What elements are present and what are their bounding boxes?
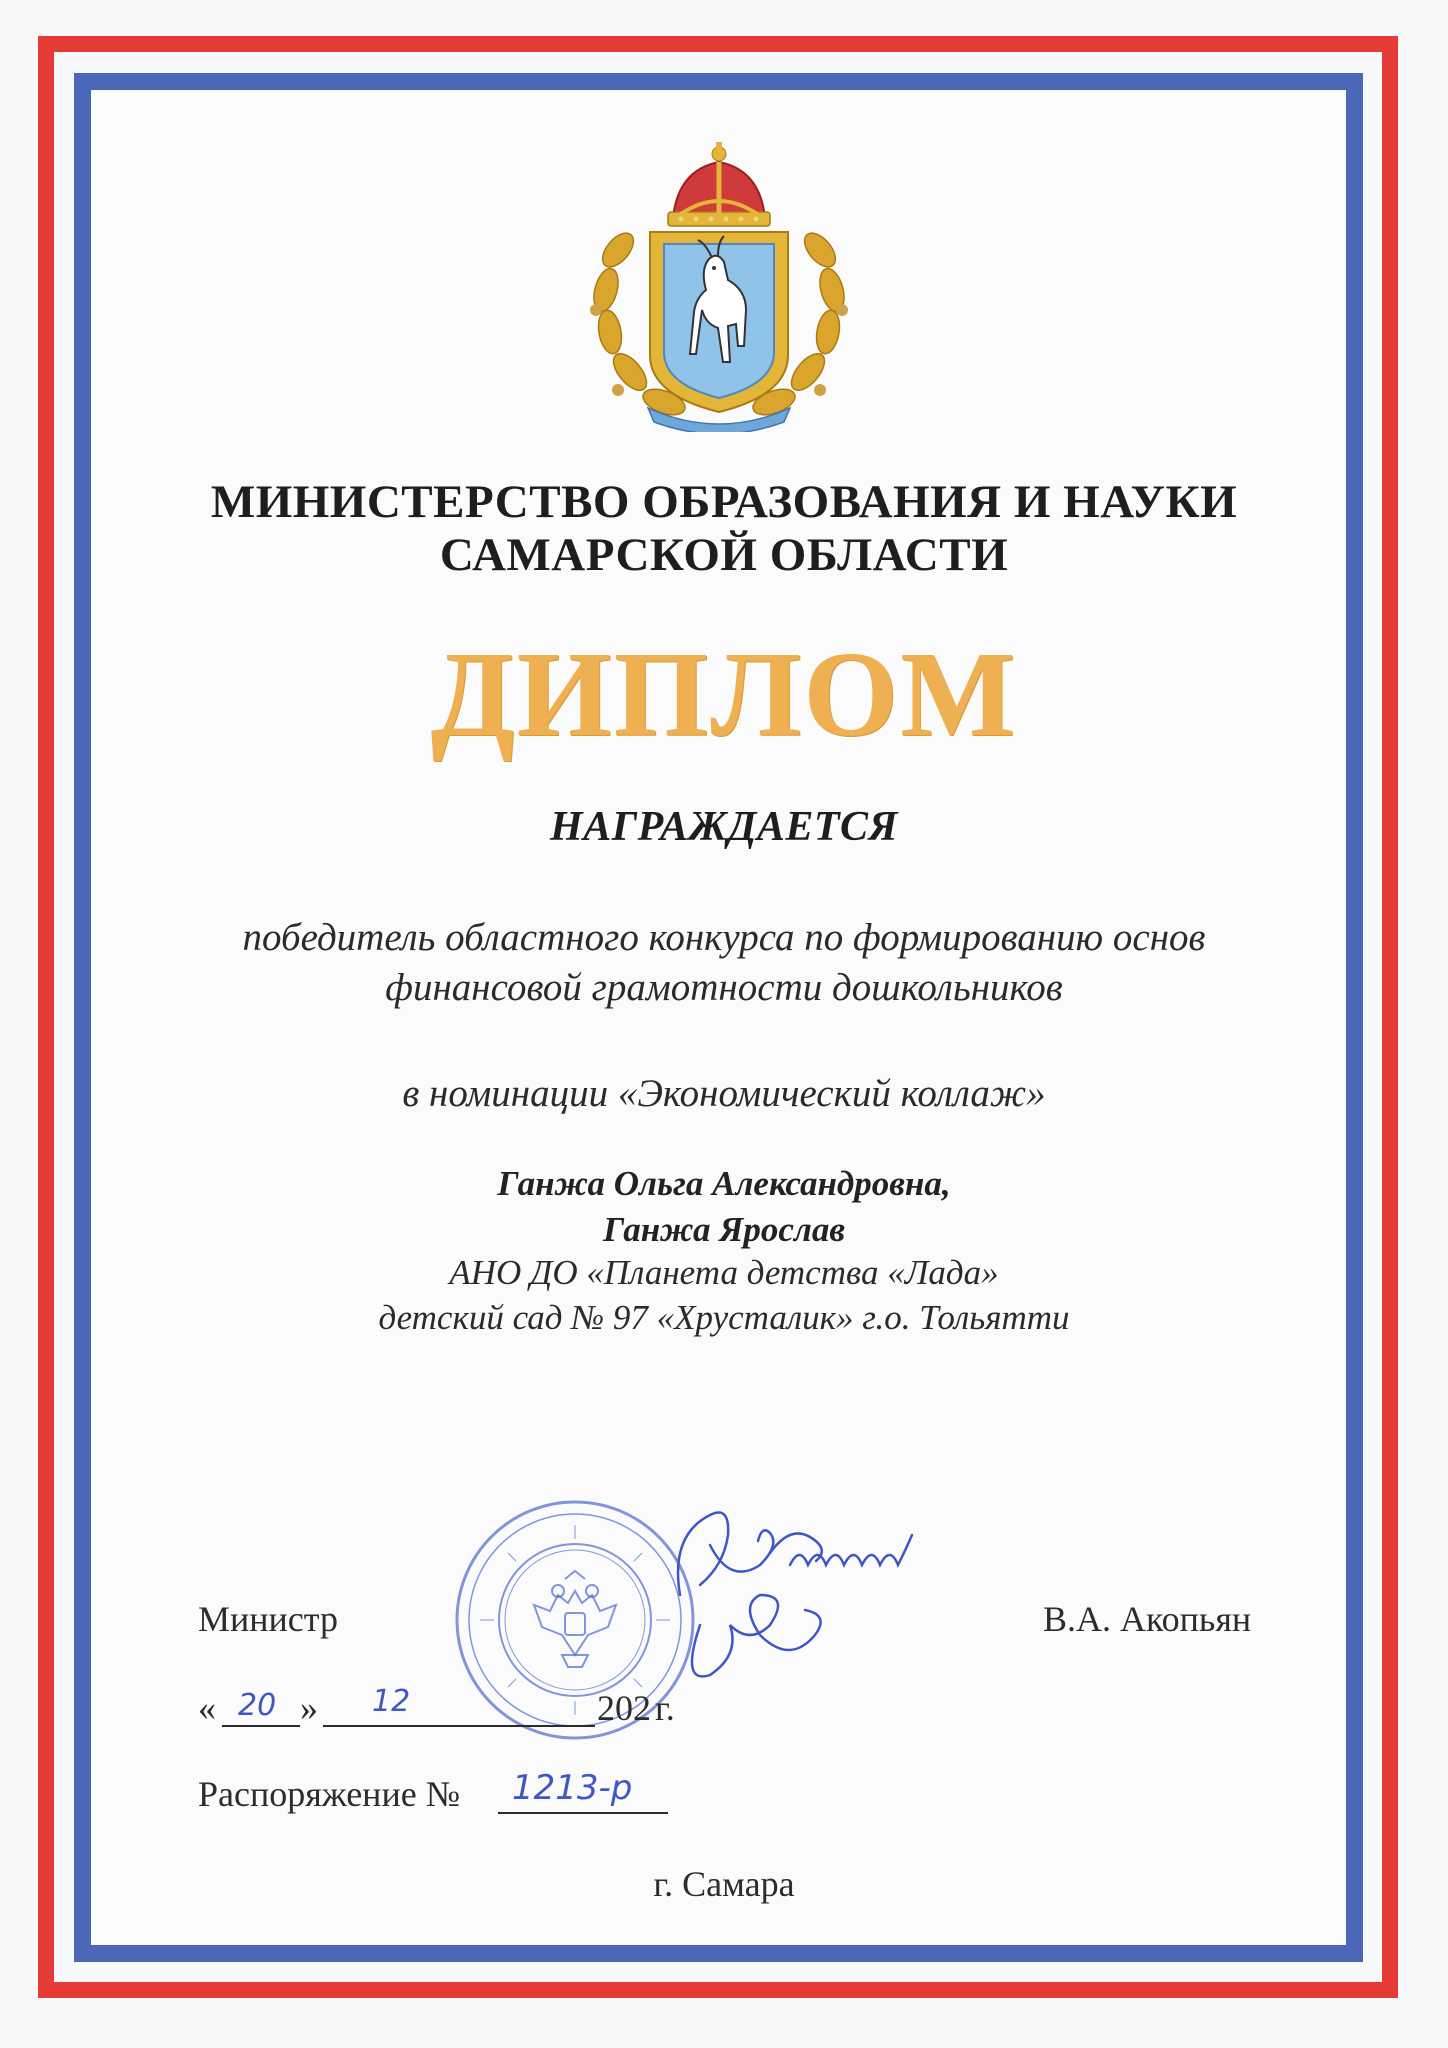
- ministry-name-line2: САМАРСКОЙ ОБЛАСТИ: [439, 529, 1009, 581]
- order-number: 1213-р: [512, 1768, 633, 1808]
- date-year-suffix: г.: [655, 1688, 675, 1728]
- signature-icon: [640, 1475, 940, 1705]
- nomination: в номинации «Экономический коллаж»: [402, 1072, 1046, 1115]
- organization-line1: АНО ДО «Планета детства «Лада»: [449, 1253, 999, 1292]
- date-open-quote: «: [198, 1688, 216, 1728]
- organization-line2: детский сад № 97 «Хрусталик» г.о. Тольятти: [378, 1298, 1070, 1337]
- order-label: Распоряжение №: [198, 1774, 461, 1814]
- awarded-heading: НАГРАЖДАЕТСЯ: [550, 804, 898, 850]
- signatory-name: В.А. Акопьян: [1043, 1599, 1252, 1639]
- day-underline: [222, 1725, 300, 1727]
- city: г. Самара: [653, 1864, 795, 1904]
- coat-of-arms-icon: [578, 140, 860, 432]
- month-underline: [323, 1725, 595, 1727]
- award-reason-line1: победитель областного конкурса по формированию основ: [242, 916, 1206, 959]
- diploma-title: ДИПЛОМ: [430, 627, 1018, 762]
- date-year-prefix: 202: [597, 1688, 651, 1728]
- order-number-underline: [498, 1812, 668, 1814]
- signatory-position: Министр: [198, 1599, 338, 1639]
- recipient-name-1: Ганжа Ольга Александровна,: [497, 1164, 951, 1203]
- award-reason-line2: финансовой грамотности дошкольников: [385, 966, 1063, 1009]
- recipient-name-2: Ганжа Ярослав: [602, 1210, 846, 1249]
- ministry-name-line1: МИНИСТЕРСТВО ОБРАЗОВАНИЯ И НАУКИ: [210, 476, 1238, 528]
- date-month: 12: [372, 1684, 411, 1719]
- date-day: 20: [238, 1688, 277, 1723]
- date-close-quote: »: [300, 1688, 318, 1728]
